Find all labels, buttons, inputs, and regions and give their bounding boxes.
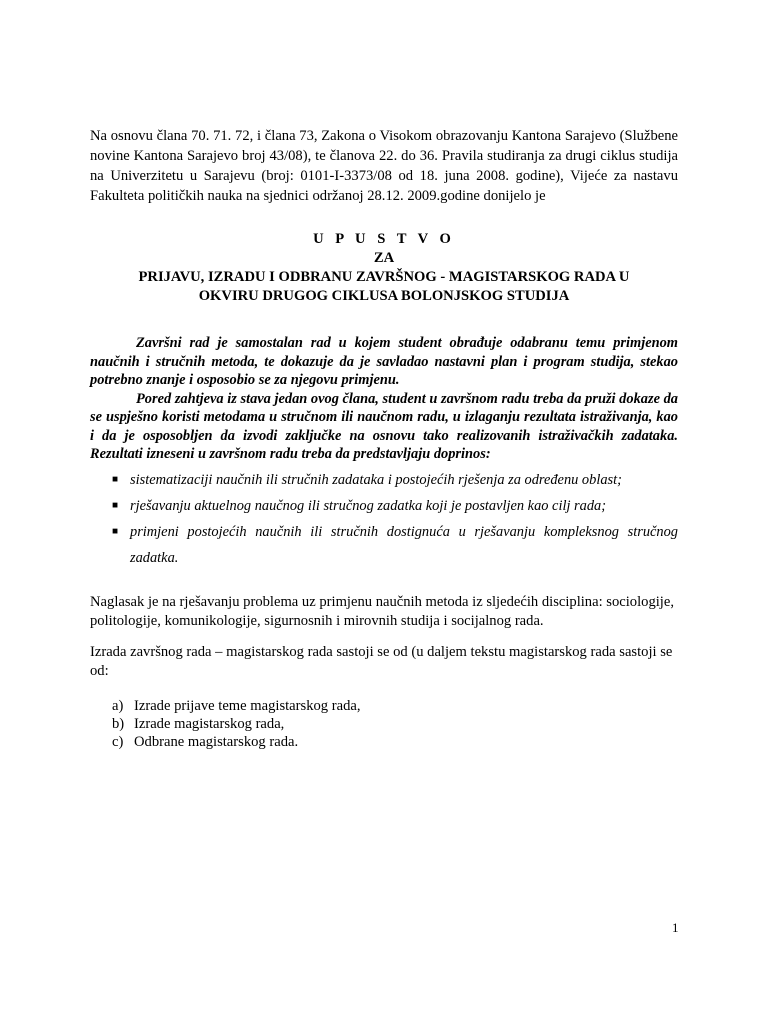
body-section	[90, 334, 678, 464]
document-title	[90, 230, 678, 306]
list-item-text: sistematizaciji naučnih ili stručnih zadataka i postojećih rješenja za određenu oblast;	[130, 472, 622, 488]
list-item-text: rješavanju aktuelnog naučnog ili stručnog zadatka koji je postavljen kao cilj rada;	[130, 498, 607, 514]
emphasis-paragraph: Naglasak je na rješavanju problema uz primjenu naučnih metoda iz sljedećih disciplina: sociologije, politologije, komunikologije, sigurnosnih i mirovnih studija i socijalnog rada.	[90, 594, 674, 629]
contribution-list	[90, 467, 678, 571]
list-item	[90, 519, 678, 571]
list-item-text: Odbrane magistarskog rada.	[134, 734, 299, 750]
list-item	[112, 715, 672, 733]
composition-paragraph: Izrada završnog rada – magistarskog rada sastoji se od (u daljem tekstu magistarskog rada sastoji se od:	[90, 644, 673, 679]
list-item	[112, 697, 672, 715]
list-item	[112, 733, 672, 751]
body-paragraph-2: Pored zahtjeva iz stava jedan ovog člana, student u završnom radu treba da pruži dokaze da se uspješno koristi metodama u stručnom ili naučnom radu, u izlaganju rezultata istraživanja, kao i da je osposobljen da izvodi zaključke na osnovu tako realizovanih istraživačkih zadataka. Rezultati izneseni u završnom radu treba da predstavljaju doprinos:	[90, 390, 678, 462]
list-item-text: Izrade prijave teme magistarskog rada,	[134, 698, 361, 714]
bullet-icon: ■	[112, 474, 119, 485]
list-item-text: primjeni postojećih naučnih ili stručnih dostignuća u rješavanju kompleksnog stručnog zadatka.	[130, 524, 678, 566]
list-marker: c)	[112, 734, 124, 750]
title-line-za: ZA	[373, 250, 395, 266]
list-item-text: Izrade magistarskog rada,	[134, 716, 285, 732]
thesis-stages-list	[112, 697, 672, 751]
title-line-scope: OKVIRU DRUGOG CIKLUSA BOLONJSKOG STUDIJA	[198, 288, 570, 304]
intro-paragraph: Na osnovu člana 70. 71. 72, i člana 73, Zakona o Visokom obrazovanju Kantona Sarajevo (Službene novine Kantona Sarajevo broj 43/08), te članova 22. do 36. Pravila studiranja za drugi ciklus studija na Univerzitetu u Sarajevu (broj: 0101-I-3373/08 od 18. juna 2008. godine), Vijeće za nastavu Fakulteta političkih nauka na sjednici održanoj 28.12. 2009.godine donijelo je	[90, 128, 678, 204]
bullet-icon: ■	[112, 500, 119, 511]
body-paragraph-1: Završni rad je samostalan rad u kojem student obrađuje odabranu temu primjenom naučnih i stručnih metoda, te dokazuje da je savladao nastavni plan i program studija, stekao potrebno znanje i osposobio se za njegovu primjenu.	[90, 335, 678, 388]
list-item	[90, 493, 678, 519]
list-item	[90, 467, 678, 493]
bullet-icon: ■	[112, 526, 119, 537]
list-marker: b)	[112, 716, 125, 732]
title-line-upustvo: U P U S T V O	[313, 231, 455, 247]
list-marker: a)	[112, 698, 124, 714]
page-number: 1	[672, 920, 679, 935]
title-line-subject: PRIJAVU, IZRADU I ODBRANU ZAVRŠNOG - MAGISTARSKOG RADA U	[138, 269, 630, 285]
